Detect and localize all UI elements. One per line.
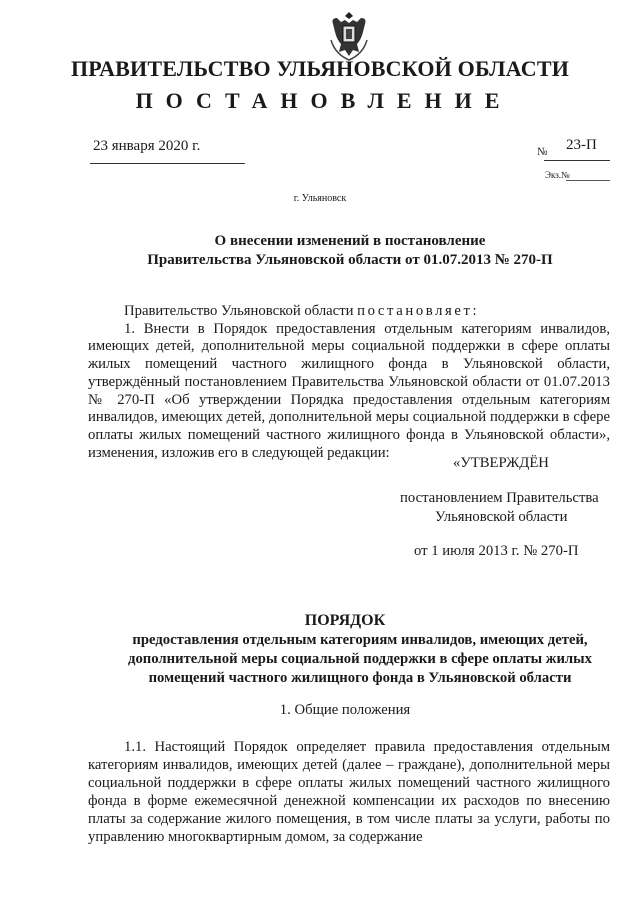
approved-line-1: постановлением Правительства xyxy=(400,490,599,506)
coat-of-arms-icon xyxy=(327,10,371,62)
number-label: № xyxy=(537,146,548,158)
order-body xyxy=(88,738,610,846)
document-date: 23 января 2020 г. xyxy=(93,138,201,154)
intro-paragraph xyxy=(88,303,610,321)
date-underline xyxy=(90,163,245,164)
order-title: ПОРЯДОК xyxy=(304,612,386,629)
document-subject xyxy=(60,232,640,270)
copy-label: Экз.№ xyxy=(545,170,570,180)
document-number: 23-П xyxy=(566,137,597,153)
approved-line-2: Ульяновской области xyxy=(435,509,568,525)
document-body xyxy=(88,303,610,462)
government-title: ПРАВИТЕЛЬСТВО УЛЬЯНОВСКОЙ ОБЛАСТИ xyxy=(70,56,570,81)
subject-line-2: Правительства Ульяновской области от 01.07.2013 № 270-П xyxy=(147,252,553,268)
order-subtitle: предоставления отдельным категориям инвалидов, имеющих детей, дополнительной меры социальной поддержки в сфере оплаты жилых помещений частного жилищного фонда в Ульяновской области xyxy=(128,632,592,686)
item-1-paragraph: 1. Внести в Порядок предоставления отдельным категориям инвалидов, имеющих детей, дополнительной меры социальной поддержки в сфере оплаты жилых помещений частного жилищного фонда в Ульяновской области, утверждённый постановлением Правительства Ульяновской области от 01.07.2013 № 270-П «Об утверждении Порядка предоставления отдельным категориям инвалидов, имеющих детей, дополнительной меры социальной поддержки в сфере оплаты жилых помещений частного жилищного фонда в Ульяновской области», изменения, изложив его в следующей редакции: xyxy=(88,320,610,461)
intro-prefix: Правительство Ульяновской области xyxy=(124,303,358,319)
city: г. Ульяновск xyxy=(293,193,347,204)
section-heading-1: 1. Общие положения xyxy=(279,702,411,718)
paragraph-1-1: 1.1. Настоящий Порядок определяет правила предоставления отдельным категориям инвалидов, имеющих детей (далее – граждане), дополнительной меры социальной поддержки в сфере оплаты жилых помещений частного жилищного фонда в форме ежемесячной денежной компенсации их расходов по внесению платы за содержание жилого помещения, в том числе платы за услуги, работы по управлению многоквартирным домом, за содержание xyxy=(88,739,610,845)
number-underline xyxy=(544,160,610,161)
intro-decree-word: постановляет: xyxy=(357,303,480,319)
copy-underline xyxy=(566,180,610,181)
approved-line-3: от 1 июля 2013 г. № 270-П xyxy=(414,543,579,559)
document-type: ПОСТАНОВЛЕНИЕ xyxy=(135,88,513,113)
approved-label: «УТВЕРЖДЁН xyxy=(453,455,549,471)
subject-line-1: О внесении изменений в постановление xyxy=(214,233,486,249)
